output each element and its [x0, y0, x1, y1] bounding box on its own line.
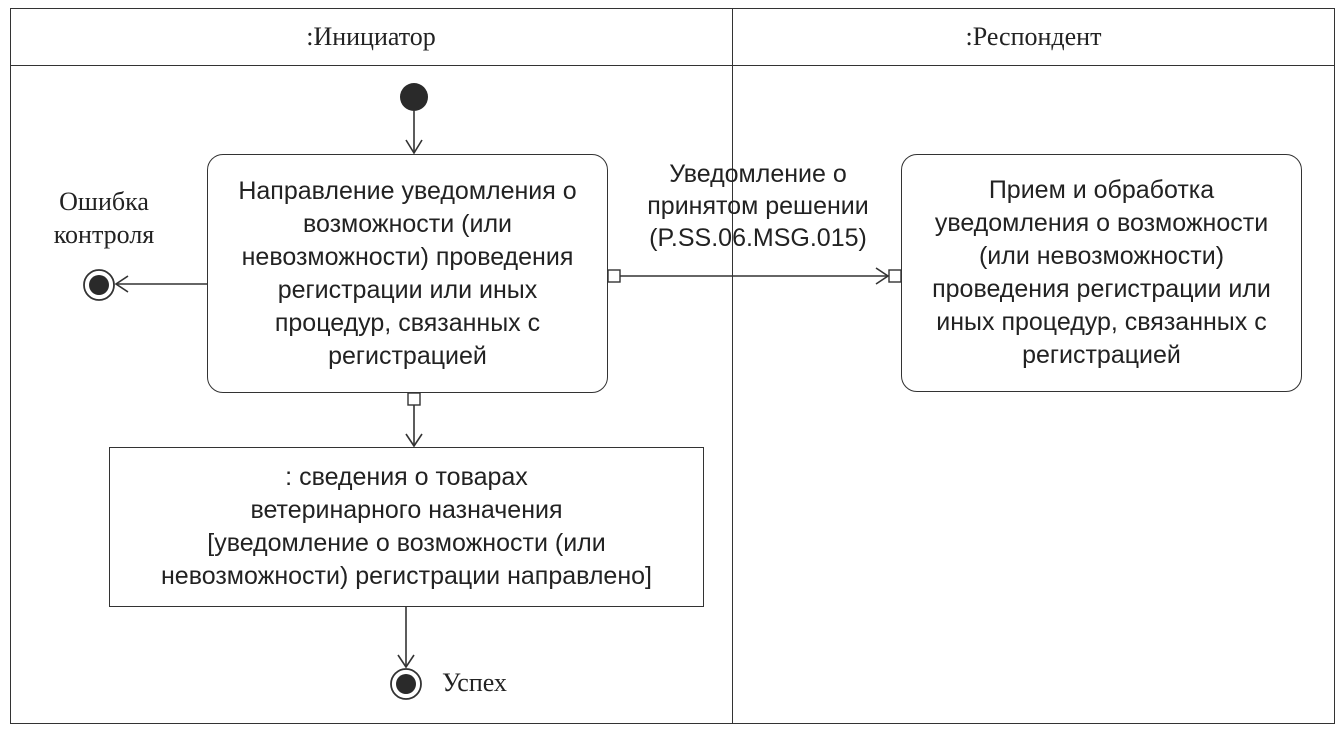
- object-node-vet-goods: [109, 447, 704, 607]
- success-label-text: Успех: [442, 668, 507, 697]
- final-node-error-label: [34, 186, 174, 251]
- final-node-error: [89, 275, 109, 295]
- message-label-line3: (P.SS.06.MSG.015): [649, 224, 867, 252]
- action-receive-notification-text: Прием и обработка уведомления о возможности (или невозможности) проведения регистрации или иных процедур, связанных с регистрацией: [932, 176, 1271, 369]
- action-send-notification: [207, 154, 608, 393]
- object-node-line2: ветеринарного назначения: [250, 496, 563, 524]
- object-node-line1: : сведения о товарах: [285, 463, 528, 491]
- output-pin-message: [608, 270, 620, 282]
- final-node-success: [396, 674, 416, 694]
- object-node-line4: невозможности) регистрации направлено]: [161, 562, 652, 590]
- error-label-line2: контроля: [53, 219, 155, 249]
- lane-title-initiator: :Инициатор: [306, 21, 436, 51]
- object-node-text: [161, 461, 652, 593]
- final-node-success-label: [442, 667, 542, 700]
- object-node-line3: [уведомление о возможности (или: [207, 529, 606, 557]
- input-pin-message: [889, 270, 901, 282]
- message-label-line1: Уведомление о: [669, 160, 847, 188]
- output-pin-object: [408, 393, 420, 405]
- message-label: [628, 158, 888, 254]
- error-label-line1: Ошибка: [59, 187, 149, 216]
- message-label-line2: принятом решении: [647, 192, 869, 220]
- action-send-notification-text: Направление уведомления о возможности (или невозможности) проведения регистрации или иных процедур, связанных с регистрацией: [238, 176, 577, 370]
- action-receive-notification: [901, 154, 1302, 392]
- initial-node: [400, 83, 428, 111]
- lane-title-respondent: :Респондент: [965, 21, 1102, 51]
